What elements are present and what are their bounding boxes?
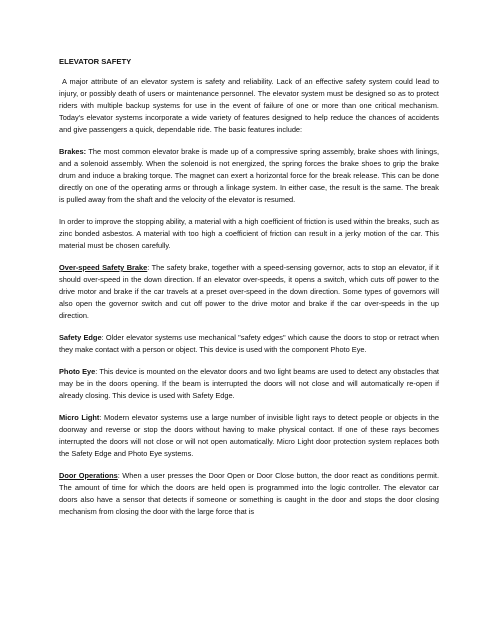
micro-light-heading: Micro Light bbox=[59, 413, 100, 422]
brakes-paragraph bbox=[59, 146, 439, 206]
micro-light-text: : Modern elevator systems use a large number of invisible light rays to detect people or objects in the doorway and reverse or stop the doors without having to make physical contact. If one of these rays becomes interrupted the doors will not close or will not open automatically. Micro Light door protection system replaces both the Safety Edge and Photo Eye systems. bbox=[59, 413, 439, 458]
door-operations-heading: Door Operations bbox=[59, 471, 118, 480]
photo-eye-paragraph bbox=[59, 366, 439, 402]
safety-edge-heading: Safety Edge bbox=[59, 333, 102, 342]
friction-paragraph: In order to improve the stopping ability, a material with a high coefficient of friction is used within the breaks, such as zinc bonded asbestos. A material with too high a coefficient of friction can result in a jerky motion of the car. This material must be chosen carefully. bbox=[59, 217, 439, 250]
door-operations-paragraph bbox=[59, 470, 439, 518]
overspeed-paragraph bbox=[59, 262, 439, 322]
photo-eye-text: : This device is mounted on the elevator doors and two light beams are used to detect any obstacles that may be in the doors opening. If the beam is interrupted the doors will not close and will automatically re-open if already closing. This device is used with Safety Edge. bbox=[59, 367, 439, 400]
overspeed-heading: Over-speed Safety Brake bbox=[59, 263, 148, 272]
door-operations-text: : When a user presses the Door Open or Door Close button, the door react as conditions permit. The amount of time for which the doors are held open is programmed into the logic controller. The elevator car doors also have a sensor that detects if someone or something is caught in the door and stops the door closing mechanism from closing the door with the large force that is bbox=[59, 471, 440, 516]
brakes-heading: Brakes: bbox=[59, 147, 87, 156]
safety-edge-text: : Older elevator systems use mechanical "safety edges" which cause the doors to stop or retract when they make contact with a person or object. This device is used with the component Photo Eye. bbox=[59, 333, 439, 354]
overspeed-text: : The safety brake, together with a speed-sensing governor, acts to stop an elevator, if it should over-speed in the down direction. If an elevator over-speeds, it opens a switch, which cuts off power to the drive motor and brake if the car travels at a preset over-speed in the down direction. Some types of governors will also open the governor switch and cut off power to the drive motor and brake if the car over-speeds in the up direction. bbox=[59, 263, 439, 320]
micro-light-paragraph bbox=[59, 412, 439, 460]
intro-paragraph: A major attribute of an elevator system is safety and reliability. Lack of an effective safety system could lead to injury, or possibly death of users or maintenance personnel. The elevator system must be designed so as to protect riders with multiple backup systems for use in the event of failure of one or more than one critical mechanism. Today's elevator systems incorporate a wide variety of features designed to help reduce the chances of accidents and give passengers a quick, dependable ride. The basic features include: bbox=[59, 77, 439, 134]
document-title: ELEVATOR SAFETY bbox=[59, 57, 132, 66]
safety-edge-paragraph bbox=[59, 332, 439, 356]
brakes-text: The most common elevator brake is made up of a compressive spring assembly, brake shoes with linings, and a solenoid assembly. When the solenoid is not energized, the spring forces the brake shoes to grip the brake drum and induce a braking torque. The magnet can exert a horizontal force for the break release. This can be done directly on one of the operating arms or through a linkage system. In either case, the result is the same. The break is pulled away from the shaft and the velocity of the elevator is resumed. bbox=[59, 147, 439, 204]
photo-eye-heading: Photo Eye bbox=[59, 367, 96, 376]
